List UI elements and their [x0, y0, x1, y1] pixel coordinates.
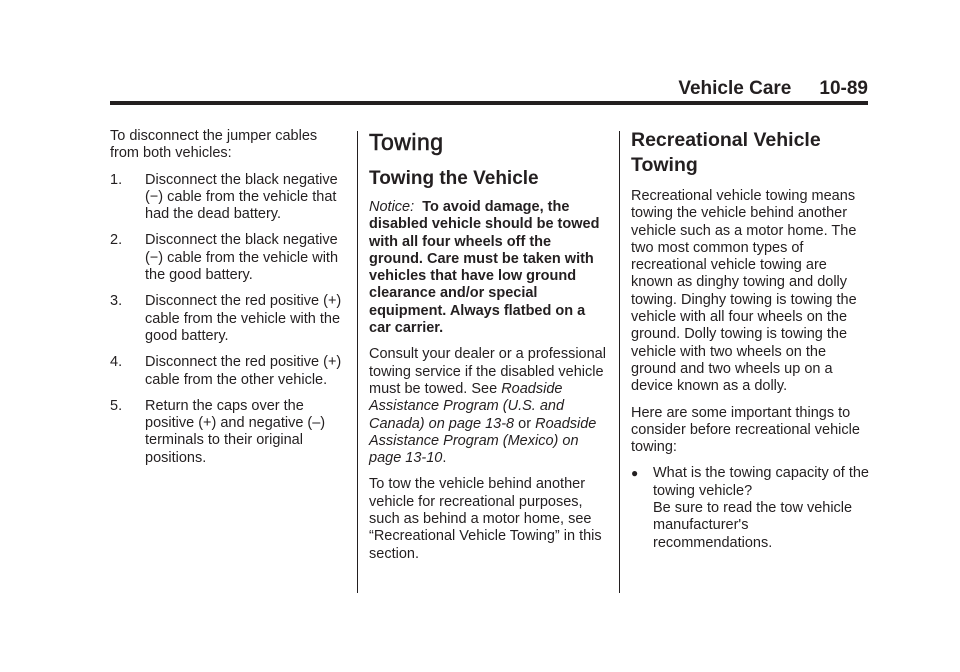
notice-block	[369, 199, 607, 337]
roadside-mexico-link[interactable]: Roadside Assistance Program (Mexico) on page 13-10	[369, 415, 597, 467]
recreational-definition: Recreational vehicle towing means towing the vehicle behind another vehicle such as a motor home. The two most common types of recreational vehicle towing are known as dinghy towing and dolly towing. Dinghy towing is towing the vehicle with all four wheels on the ground. Dolly towing is towing the vehicle with two wheels on the ground and two wheels up on a device known as a dolly.	[631, 188, 857, 395]
period-text: .	[442, 450, 447, 467]
towing-title: Towing	[369, 129, 444, 155]
jumper-intro: To disconnect the jumper cables from both vehicles:	[110, 128, 318, 162]
column-divider-2	[619, 131, 620, 593]
step-number: 3.	[110, 293, 123, 310]
bullet-icon: ●	[631, 466, 639, 481]
step-text: Disconnect the red positive (+) cable from the vehicle with the good battery.	[145, 293, 342, 344]
step-item	[110, 232, 346, 284]
section-title: Vehicle Care	[678, 78, 792, 99]
towing-vehicle-heading: Towing the Vehicle	[369, 168, 539, 189]
step-item	[110, 293, 346, 345]
step-item	[110, 172, 346, 224]
column-left	[110, 128, 346, 476]
bullet-answer: Be sure to read the tow vehicle manufacturer's recommendations.	[653, 500, 853, 551]
column-divider-1	[357, 131, 358, 593]
page-number: 10-89	[819, 78, 868, 99]
bullet-question: What is the towing capacity of the towing vehicle?	[653, 465, 869, 499]
consult-text: Consult your dealer or a professional towing service if the disabled vehicle must be towed. See	[369, 346, 606, 397]
step-number: 5.	[110, 397, 123, 414]
disconnect-steps	[110, 172, 346, 467]
column-middle	[369, 128, 607, 572]
list-item	[631, 465, 869, 551]
step-number: 1.	[110, 171, 123, 188]
consult-paragraph	[369, 346, 607, 467]
considerations-list	[631, 465, 869, 551]
page-header	[110, 78, 868, 102]
header-rule	[110, 101, 868, 105]
column-right	[631, 128, 869, 552]
roadside-us-link[interactable]: Roadside Assistance Program (U.S. and Canada) on page 13-8	[369, 380, 565, 432]
step-text: Disconnect the red positive (+) cable from the other vehicle.	[145, 354, 342, 388]
notice-label: Notice:	[369, 199, 415, 215]
step-item	[110, 354, 346, 389]
step-number: 4.	[110, 354, 123, 371]
considerations-intro: Here are some important things to consider before recreational vehicle towing:	[631, 404, 860, 456]
notice-text: To avoid damage, the disabled vehicle should be towed with all four wheels off the ground. Care must be taken with vehicles that have low ground clearance and/or special equipment. Always flatbed on a car carrier.	[369, 199, 600, 337]
step-number: 2.	[110, 232, 123, 249]
recreational-towing-heading: Recreational Vehicle Towing	[631, 129, 821, 176]
step-item	[110, 398, 346, 467]
or-text: or	[518, 415, 532, 432]
step-text: Disconnect the black negative (−) cable from the vehicle with the good battery.	[145, 232, 339, 284]
recreational-reference-paragraph: To tow the vehicle behind another vehicle for recreational purposes, such as behind a motor home, see “Recreational Vehicle Towing” in this section.	[369, 476, 602, 562]
step-text: Disconnect the black negative (−) cable from the vehicle that had the dead battery.	[145, 171, 338, 223]
step-text: Return the caps over the positive (+) and negative (–) terminals to their original positions.	[145, 397, 326, 466]
